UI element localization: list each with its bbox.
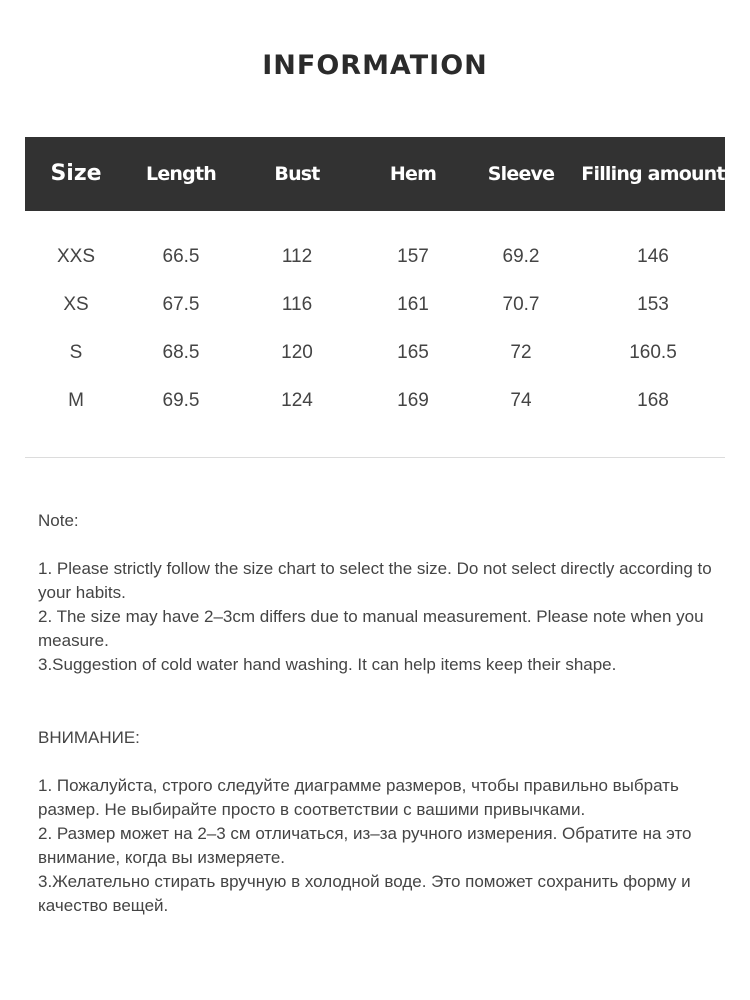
header-sleeve: Sleeve (487, 163, 555, 185)
notes-russian (38, 726, 718, 918)
cell-sleeve: 72 (510, 342, 532, 363)
cell-hem: 157 (397, 246, 429, 267)
table-row (25, 233, 725, 281)
cell-bust: 124 (281, 390, 313, 411)
note-item: 1. Please strictly follow the size chart to select the size. Do not select directly according to your habits. (38, 559, 712, 602)
cell-size: M (68, 390, 84, 411)
size-table-body (25, 233, 725, 425)
header-size: Size (50, 161, 102, 186)
size-table-header (25, 137, 725, 211)
cell-bust: 120 (281, 342, 313, 363)
note-item: 3.Suggestion of cold water hand washing. It can help items keep their shape. (38, 655, 617, 674)
notes-heading: ВНИМАНИЕ: (38, 728, 140, 747)
cell-sleeve: 70.7 (502, 294, 540, 315)
note-item: 3.Желательно стирать вручную в холодной воде. Это поможет сохранить форму и качество вещей. (38, 872, 691, 915)
cell-filling-amount: 168 (637, 390, 669, 411)
note-item: 2. Размер может на 2–3 см отличаться, из–за ручного измерения. Обратите на это внимание, когда вы измеряете. (38, 824, 692, 867)
cell-sleeve: 69.2 (502, 246, 540, 267)
header-bust: Bust (274, 163, 320, 185)
cell-size: XXS (56, 246, 96, 267)
cell-bust: 112 (281, 246, 313, 267)
table-row (25, 281, 725, 329)
cell-hem: 161 (397, 294, 429, 315)
cell-filling-amount: 153 (637, 294, 669, 315)
cell-size: S (69, 342, 83, 363)
cell-length: 69.5 (162, 390, 200, 411)
cell-bust: 116 (281, 294, 313, 315)
cell-filling-amount: 160.5 (629, 342, 677, 363)
divider (25, 457, 725, 458)
table-row (25, 329, 725, 377)
cell-length: 66.5 (162, 246, 200, 267)
cell-size: XS (63, 294, 89, 315)
notes-heading: Note: (38, 511, 79, 530)
cell-length: 67.5 (162, 294, 200, 315)
cell-length: 68.5 (162, 342, 200, 363)
note-item: 2. The size may have 2–3cm differs due to manual measurement. Please note when you measure. (38, 607, 704, 650)
header-length: Length (146, 163, 216, 185)
table-row (25, 377, 725, 425)
page-title: INFORMATION (262, 50, 488, 81)
cell-hem: 169 (397, 390, 429, 411)
cell-hem: 165 (397, 342, 429, 363)
notes-english (38, 509, 718, 677)
cell-filling-amount: 146 (637, 246, 669, 267)
header-hem: Hem (389, 163, 437, 185)
header-filling-amount: Filling amount (581, 163, 725, 185)
cell-sleeve: 74 (510, 390, 532, 411)
note-item: 1. Пожалуйста, строго следуйте диаграмме размеров, чтобы правильно выбрать размер. Не выбирайте просто в соответствии с вашими привычками. (38, 776, 679, 819)
